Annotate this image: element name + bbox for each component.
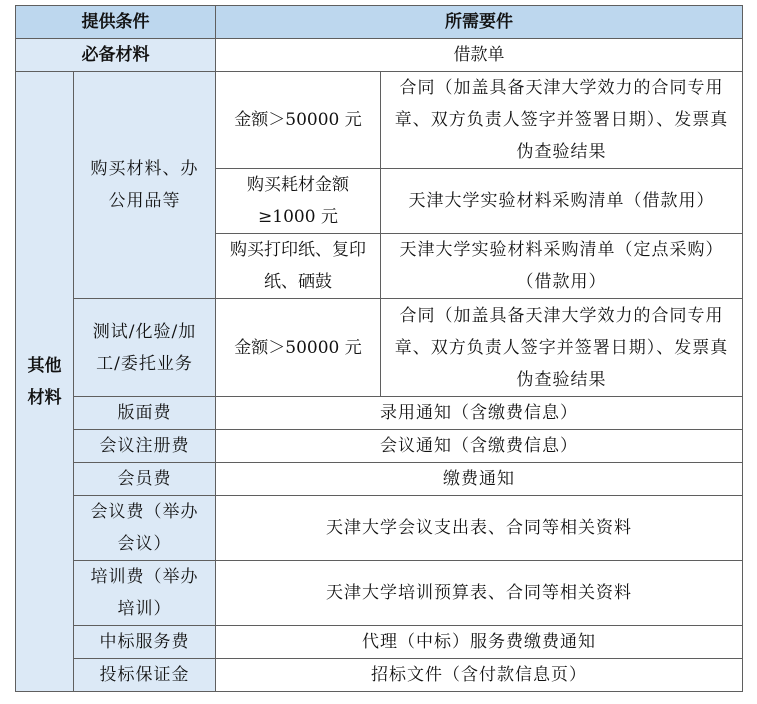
purchase-cond-1: 金额＞50000 元 — [216, 72, 381, 169]
fee-req-4: 天津大学会议支出表、合同等相关资料 — [216, 496, 743, 561]
fee-row-7 — [16, 659, 743, 692]
purchase-req-1: 合同（加盖具备天津大学效力的合同专用章、双方负责人签字并签署日期）、发票真伪查验结果 — [381, 72, 743, 169]
fee-row-1 — [16, 397, 743, 430]
fee-label-4: 会议费（举办会议） — [74, 496, 216, 561]
fee-req-5: 天津大学培训预算表、合同等相关资料 — [216, 561, 743, 626]
fee-row-2 — [16, 430, 743, 463]
fee-label-5: 培训费（举办培训） — [74, 561, 216, 626]
requirements-table — [15, 5, 743, 692]
fee-req-6: 代理（中标）服务费缴费通知 — [216, 626, 743, 659]
fee-label-7: 投标保证金 — [74, 659, 216, 692]
purchase-cond-2: 购买耗材金额≥1000 元 — [216, 169, 381, 234]
fee-req-1: 录用通知（含缴费信息） — [216, 397, 743, 430]
fee-row-4 — [16, 496, 743, 561]
required-value: 借款单 — [216, 39, 743, 72]
purchase-cond-3: 购买打印纸、复印纸、硒鼓 — [216, 234, 381, 299]
required-label: 必备材料 — [16, 39, 216, 72]
fee-label-2: 会议注册费 — [74, 430, 216, 463]
fee-req-3: 缴费通知 — [216, 463, 743, 496]
fee-req-7: 招标文件（含付款信息页） — [216, 659, 743, 692]
header-requirements: 所需要件 — [216, 6, 743, 39]
fee-row-3 — [16, 463, 743, 496]
testing-req: 合同（加盖具备天津大学效力的合同专用章、双方负责人签字并签署日期）、发票真伪查验结果 — [381, 299, 743, 397]
fee-label-1: 版面费 — [74, 397, 216, 430]
purchase-label: 购买材料、办公用品等 — [74, 72, 216, 299]
required-row — [16, 39, 743, 72]
purchase-req-2: 天津大学实验材料采购清单（借款用） — [381, 169, 743, 234]
fee-label-3: 会员费 — [74, 463, 216, 496]
testing-row — [16, 299, 743, 397]
other-materials-label: 其他材料 — [16, 72, 74, 692]
header-conditions: 提供条件 — [16, 6, 216, 39]
fee-row-5 — [16, 561, 743, 626]
header-row — [16, 6, 743, 39]
fee-req-2: 会议通知（含缴费信息） — [216, 430, 743, 463]
purchase-req-3: 天津大学实验材料采购清单（定点采购）（借款用） — [381, 234, 743, 299]
testing-label: 测试/化验/加工/委托业务 — [74, 299, 216, 397]
fee-label-6: 中标服务费 — [74, 626, 216, 659]
fee-row-6 — [16, 626, 743, 659]
purchase-row-1 — [16, 72, 743, 169]
testing-cond: 金额＞50000 元 — [216, 299, 381, 397]
